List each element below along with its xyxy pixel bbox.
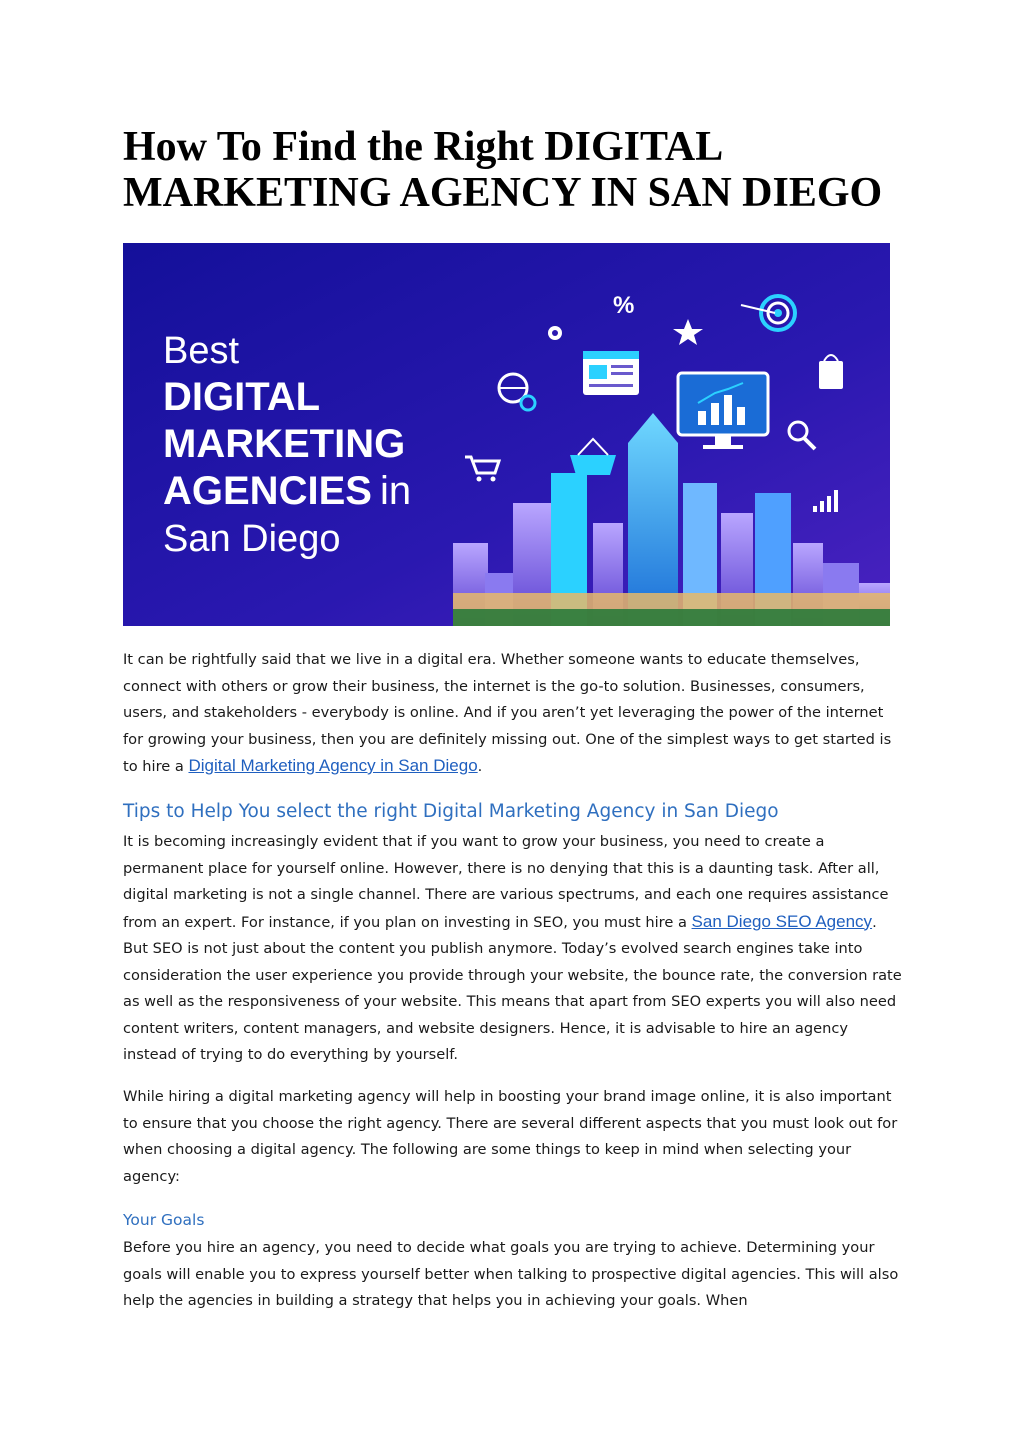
section-heading-tips: Tips to Help You select the right Digital Marketing Agency in San Diego	[123, 801, 779, 822]
title-line-1: How To Find the Right DIGITAL	[123, 124, 724, 170]
hero-text-agencies-bold: AGENCIES	[163, 469, 372, 513]
gear-icon	[548, 326, 562, 340]
title-line-2: MARKETING AGENCY IN SAN DIEGO	[123, 170, 883, 216]
section-heading-your-goals: Your Goals	[123, 1211, 205, 1229]
hero-banner-image	[123, 243, 890, 626]
tips-paragraph-1-text-end: . But SEO is not just about the content you publish anymore. Today’s evolved search engines take into consideration the user experience you provide through your website, the bounce rate, the conversion rate as well as the responsiveness of your website. This means that apart from SEO experts you will also need content writers, content managers, and website designers. Hence, it is advisable to hire an agency instead of trying to do everything by yourself.	[123, 913, 902, 1063]
page-title	[123, 124, 923, 216]
hero-text-san-diego: San Diego	[163, 518, 341, 560]
intro-text-end: .	[477, 758, 483, 775]
intro-paragraph	[123, 647, 903, 781]
hero-text-digital: DIGITAL	[163, 375, 321, 419]
hero-text-marketing: MARKETING	[163, 422, 406, 466]
digital-marketing-agency-link[interactable]: Digital Marketing Agency in San Diego	[188, 756, 478, 775]
tips-paragraph-2: While hiring a digital marketing agency will help in boosting your brand image online, it is also important to ensure that you choose the right agency. There are several different aspects that you must look out for when choosing a digital agency. The following are some things to keep in mind when selecting your agency:	[123, 1088, 898, 1185]
webpage-icon	[583, 351, 639, 395]
intro-text: It can be rightfully said that we live in a digital era. Whether someone wants to educate themselves, connect with others or grow their business, the internet is the go-to solution. Businesses, consumers, users, and stakeholders - everybody is online. And if you aren’t yet leveraging the power of the internet for growing your business, then you are definitely missing out. One of the simplest ways to get started is to hire a	[123, 651, 892, 775]
hero-text-best: Best	[163, 330, 240, 372]
goals-paragraph: Before you hire an agency, you need to decide what goals you are trying to achieve. Determining your goals will enable you to express yourself better when talking to prospective digital agencies. This will also help the agencies in building a strategy that helps you in achieving your goals. When	[123, 1239, 899, 1309]
tips-paragraph-1	[123, 829, 903, 1069]
san-diego-seo-agency-link[interactable]: San Diego SEO Agency	[691, 911, 873, 931]
tips-paragraph-1-text: It is becoming increasingly evident that if you want to grow your business, you need to create a permanent place for yourself online. However, there is no denying that this is a daunting task. After all, digital marketing is not a single channel. There are various spectrums, and each one requires assistance from an expert. For instance, if you plan on investing in SEO, you must hire a	[123, 833, 889, 931]
hero-text-in: in	[379, 469, 412, 513]
percent-icon: %	[613, 292, 635, 319]
